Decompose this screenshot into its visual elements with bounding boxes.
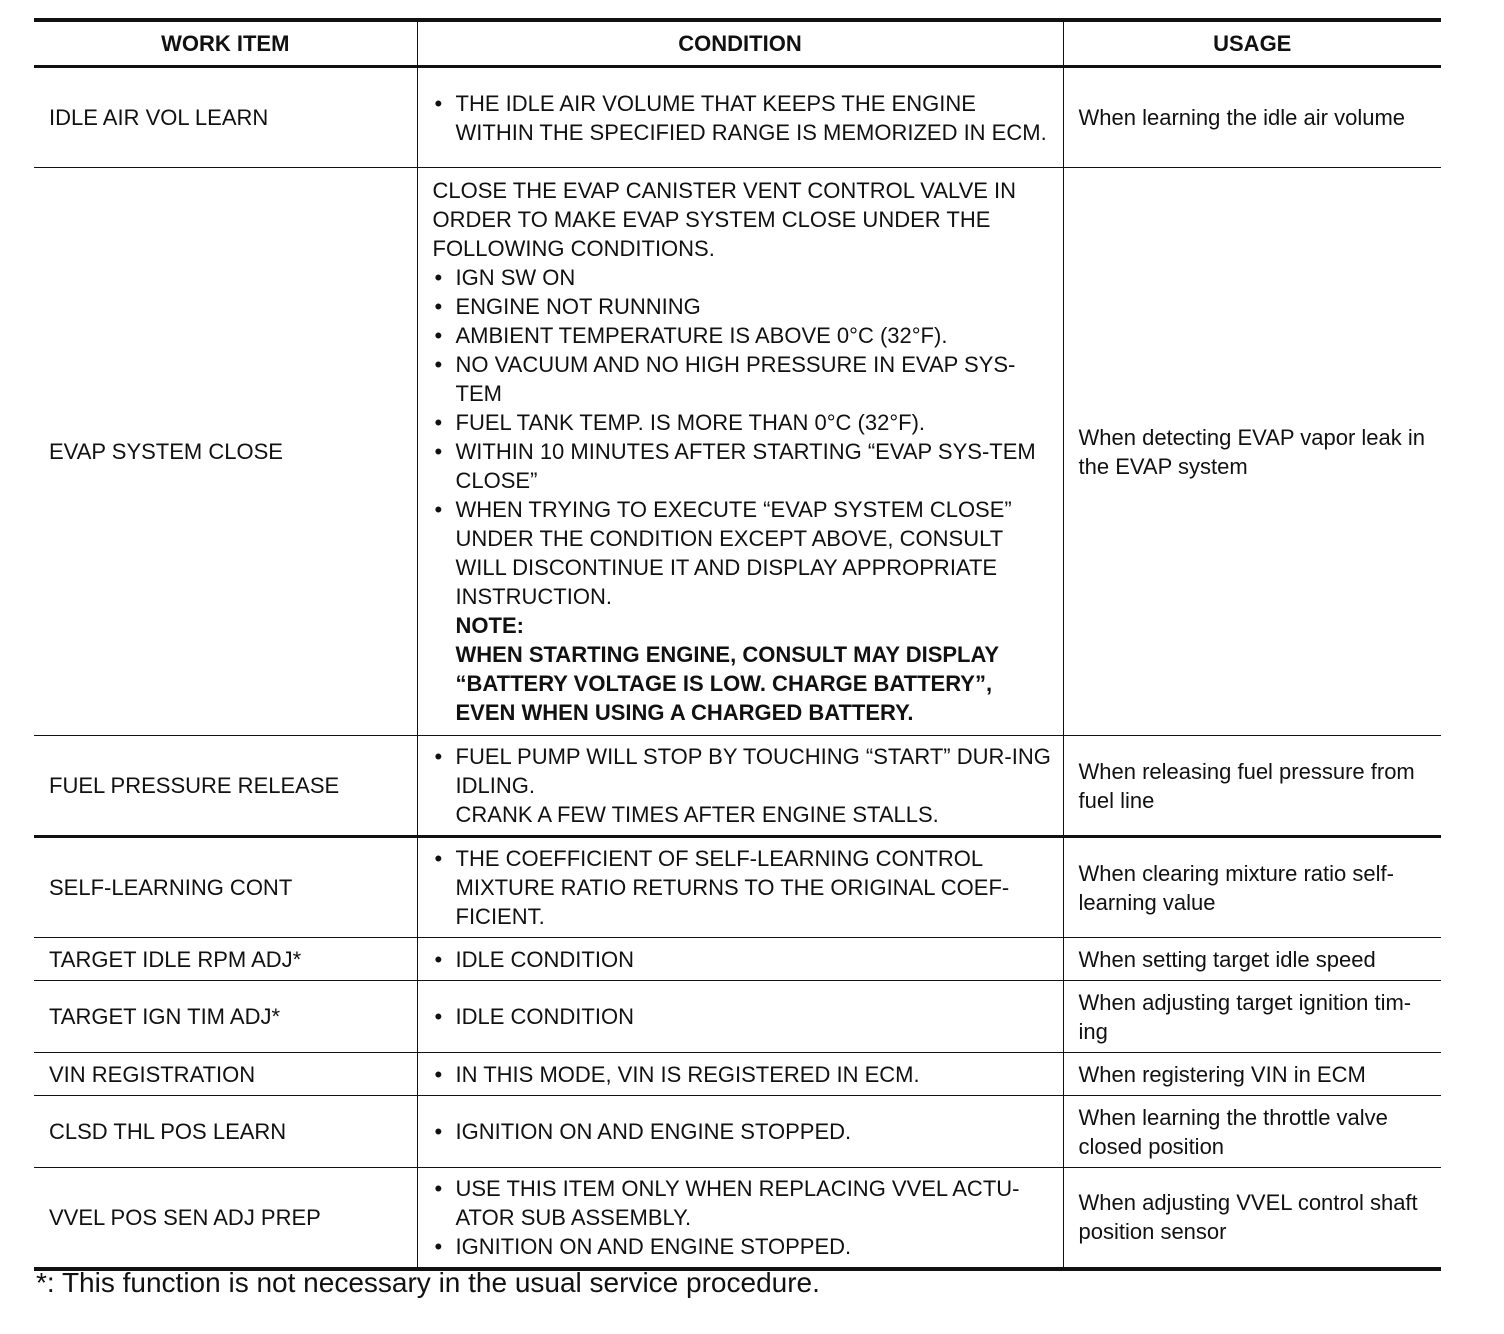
work-item-cell: SELF-LEARNING CONT [34, 837, 417, 938]
usage-cell: When adjusting VVEL control shaft position sensor [1063, 1168, 1441, 1269]
table-row [34, 67, 1441, 168]
condition-list [433, 742, 1057, 829]
condition-bullet: • FUEL TANK TEMP. IS MORE THAN 0°C (32°F). [433, 408, 1057, 437]
condition-cell [417, 938, 1063, 981]
condition-cell [417, 1096, 1063, 1168]
condition-bullet: • THE COEFFICIENT OF SELF-LEARNING CONTROL MIXTURE RATIO RETURNS TO THE ORIGINAL COEF-FICIENT. [433, 844, 1057, 931]
header-condition: CONDITION [417, 20, 1063, 67]
table-row [34, 1053, 1441, 1096]
header-work-item: WORK ITEM [34, 20, 417, 67]
condition-bullet: • IDLE CONDITION [433, 1002, 1057, 1031]
condition-bullet-with-note [433, 495, 1057, 727]
condition-intro: CLOSE THE EVAP CANISTER VENT CONTROL VALVE IN ORDER TO MAKE EVAP SYSTEM CLOSE UNDER THE FOLLOWING CONDITIONS. [432, 178, 1017, 261]
table-row [34, 1096, 1441, 1168]
condition-bullet: • NO VACUUM AND NO HIGH PRESSURE IN EVAP SYS-TEM [433, 350, 1057, 408]
condition-list [433, 1174, 1057, 1261]
work-item-cell: CLSD THL POS LEARN [34, 1096, 417, 1168]
work-item-cell: TARGET IGN TIM ADJ* [34, 981, 417, 1053]
condition-bullet: • IGNITION ON AND ENGINE STOPPED. [433, 1232, 1057, 1261]
work-item-cell: VVEL POS SEN ADJ PREP [49, 1204, 321, 1230]
table-row [34, 981, 1441, 1053]
usage-cell: When learning the throttle valve closed position [1063, 1096, 1441, 1168]
usage-cell: When learning the idle air volume [1063, 67, 1441, 168]
work-item-cell: TARGET IDLE RPM ADJ* [34, 938, 417, 981]
condition-list [433, 1117, 1057, 1146]
usage-cell: When registering VIN in ECM [1063, 1053, 1441, 1096]
table-row [34, 938, 1441, 981]
condition-bullet: • IGNITION ON AND ENGINE STOPPED. [433, 1117, 1057, 1146]
condition-bullet-text: WHEN TRYING TO EXECUTE “EVAP SYSTEM CLOSE” UNDER THE CONDITION EXCEPT ABOVE, CONSULT WILL DISCONTINUE IT AND DISPLAY APPROPRIATE INSTRUCTION. [455, 497, 1012, 609]
usage-cell: When clearing mixture ratio self-learning value [1063, 837, 1441, 938]
condition-bullet: • WITHIN 10 MINUTES AFTER STARTING “EVAP SYS-TEM CLOSE” [433, 437, 1057, 495]
condition-bullet-with-continuation [433, 742, 1057, 829]
condition-bullet: • AMBIENT TEMPERATURE IS ABOVE 0°C (32°F). [433, 321, 1057, 350]
condition-list [433, 89, 1057, 147]
header-usage: USAGE [1063, 20, 1441, 67]
usage-cell: When detecting EVAP vapor leak in the EVAP system [1063, 168, 1441, 736]
condition-cell [417, 736, 1063, 837]
work-support-table-container [34, 18, 1441, 1271]
usage-cell: When adjusting target ignition tim-ing [1063, 981, 1441, 1053]
usage-cell: When releasing fuel pressure from fuel line [1063, 736, 1441, 837]
table-row [34, 168, 1441, 736]
condition-list [433, 263, 1057, 727]
condition-bullet: • IN THIS MODE, VIN IS REGISTERED IN ECM. [433, 1060, 1057, 1089]
work-item-cell: IDLE AIR VOL LEARN [34, 67, 417, 168]
condition-cell [417, 168, 1063, 736]
work-item-cell: VIN REGISTRATION [34, 1053, 417, 1096]
condition-list [433, 945, 1057, 974]
condition-bullet: • USE THIS ITEM ONLY WHEN REPLACING VVEL ACTU-ATOR SUB ASSEMBLY. [433, 1174, 1057, 1232]
work-item-cell: FUEL PRESSURE RELEASE [34, 736, 417, 837]
condition-cell [417, 67, 1063, 168]
table-row [34, 1168, 1441, 1269]
condition-bullet: • THE IDLE AIR VOLUME THAT KEEPS THE ENGINE WITHIN THE SPECIFIED RANGE IS MEMORIZED IN ECM. [433, 89, 1057, 147]
condition-bullet: • IDLE CONDITION [433, 945, 1057, 974]
work-support-table [34, 18, 1441, 1271]
condition-list [433, 1002, 1057, 1031]
condition-cell [417, 1053, 1063, 1096]
condition-bullet: • ENGINE NOT RUNNING [433, 292, 1057, 321]
note-label: NOTE: [455, 613, 524, 638]
usage-cell: When setting target idle speed [1063, 938, 1441, 981]
table-row [34, 736, 1441, 837]
table-row [34, 837, 1441, 938]
condition-list [433, 1060, 1057, 1089]
footnote: *: This function is not necessary in the usual service procedure. [36, 1267, 820, 1298]
condition-continuation: CRANK A FEW TIMES AFTER ENGINE STALLS. [455, 802, 939, 827]
condition-cell [417, 981, 1063, 1053]
condition-bullet: • IGN SW ON [433, 263, 1057, 292]
condition-list [433, 844, 1057, 931]
condition-cell [417, 1168, 1063, 1269]
condition-bullet-text: • FUEL PUMP WILL STOP BY TOUCHING “START” DUR-ING IDLING. [455, 744, 1051, 798]
note-text: WHEN STARTING ENGINE, CONSULT MAY DISPLAY “BATTERY VOLTAGE IS LOW. CHARGE BATTERY”, EVEN WHEN USING A CHARGED BATTERY. [455, 642, 999, 725]
header-row [34, 20, 1441, 67]
work-item-cell: EVAP SYSTEM CLOSE [34, 168, 417, 736]
condition-cell [417, 837, 1063, 938]
